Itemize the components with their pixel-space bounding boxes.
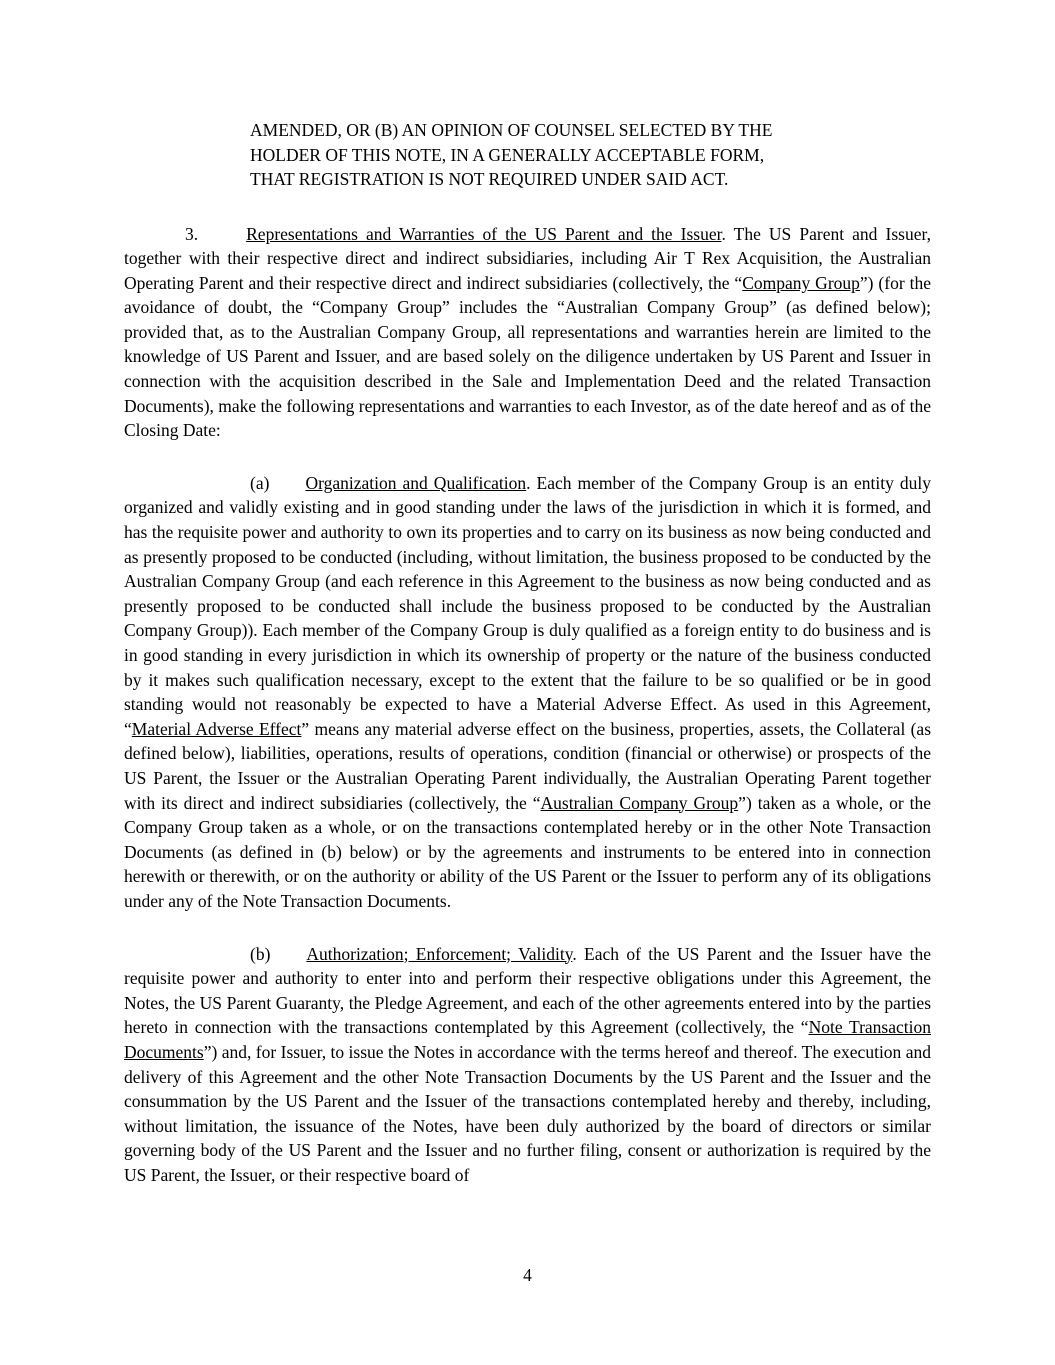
defined-term-australian-company-group: Australian Company Group: [540, 792, 739, 813]
page-number: 4: [523, 1265, 532, 1285]
defined-term-company-group: Company Group: [742, 272, 860, 293]
text-run: ”) taken as a whole, or the Company Group taken as a whole, or on the transactions contemplated hereby or in the other Note Transaction Documents (as defined in (b) below) or by the agreements and instruments to be entered into in connection herewith or therewith, or on the authority or ability of the US Parent or the Issuer to perform any of its obligations under any of the Note Transaction Documents.: [124, 792, 932, 911]
securities-legend: [250, 118, 891, 192]
text-run: ”) (for the avoidance of doubt, the “Company Group” includes the “Australian Company Group” (as defined below); provided that, as to the Australian Company Group, all representations and warranties herein are limited to the knowledge of US Parent and Issuer, and are based solely on the diligence undertaken by US Parent and Issuer in connection with the acquisition described in the Sale and Implementation Deed and the related Transaction Documents), make the following representations and warranties to each Investor, as of the date hereof and as of the Closing Date:: [124, 272, 931, 441]
tab-spacer: [270, 959, 306, 960]
defined-term-note-transaction-documents: Note Transaction Documents: [124, 1017, 931, 1062]
first-line-indent: [124, 959, 250, 960]
text-run: . Each member of the Company Group is an entity duly organized and validly existing and in good standing under the laws of the jurisdiction in which it is formed, and has the requisite power and authority to own its properties and to carry on its business as now being conducted and as presently proposed to be conducted (including, without limitation, the business proposed to be conducted by the Australian Company Group (and each reference in this Agreement to the business as now being conducted and as presently proposed to be conducted shall include the business proposed to be conducted by the Australian Company Group)). Each member of the Company Group is duly qualified as a foreign entity to do business and is in good standing in every jurisdiction in which its ownership of property or the nature of the business conducted by it makes such qualification necessary, except to the extent that the failure to be so qualified or be in good standing would not reasonably be expected to have a Material Adverse Effect. As used in this Agreement, “: [124, 472, 931, 739]
section-heading: Representations and Warranties of the US Parent and the Issuer: [246, 223, 722, 244]
clause-a-heading: Organization and Qualification: [305, 472, 527, 493]
clause-b-label: (b): [250, 943, 271, 964]
legend-line-3: THAT REGISTRATION IS NOT REQUIRED UNDER SAID ACT.: [250, 169, 729, 189]
tab-spacer: [198, 239, 246, 240]
legend-line-2: HOLDER OF THIS NOTE, IN A GENERALLY ACCEPTABLE FORM,: [250, 144, 765, 165]
text-run: . The US Parent and Issuer, together with their respective direct and indirect subsidiaries, including Air T Rex Acquisition, the Australian Operating Parent and their respective direct and indirect subsidiaries (collectively, the “: [124, 223, 931, 293]
clause-a-label: (a): [250, 472, 270, 493]
legend-line-1: AMENDED, OR (B) AN OPINION OF COUNSEL SELECTED BY THE: [250, 120, 773, 140]
first-line-indent: [124, 488, 250, 489]
section-number: 3.: [185, 223, 199, 244]
clause-b-paragraph: [124, 942, 931, 1188]
text-run: . Each of the US Parent and the Issuer have the requisite power and authority to enter into and perform their respective obligations under this Agreement, the Notes, the US Parent Guaranty, the Pledge Agreement, and each of the other agreements entered into by the parties hereto in connection with the transactions contemplated by this Agreement (collectively, the “: [124, 943, 931, 1038]
section-3-paragraph: [124, 222, 931, 443]
text-run: ” means any material adverse effect on the business, properties, assets, the Collateral (as defined below), liabilities, operations, results of operations, condition (financial or otherwise) or prospects of the US Parent, the Issuer or the Australian Operating Parent individually, the Australian Operating Parent together with its direct and indirect subsidiaries (collectively, the “: [124, 718, 932, 813]
defined-term-material-adverse-effect: Material Adverse Effect: [131, 718, 302, 739]
first-line-indent: [124, 239, 185, 240]
text-run: ”) and, for Issuer, to issue the Notes in accordance with the terms hereof and thereof. The execution and delivery of this Agreement and the other Note Transaction Documents by the US Parent and the Issuer and the consummation by the US Parent and the Issuer of the transactions contemplated hereby and thereby, including, without limitation, the issuance of the Notes, have been duly authorized by the board of directors or similar governing body of the US Parent and the Issuer and no further filing, consent or authorization is required by the US Parent, the Issuer, or their respective board of: [124, 1041, 931, 1185]
clause-b-heading: Authorization; Enforcement; Validity: [306, 943, 573, 964]
clause-a-paragraph: [124, 471, 931, 914]
tab-spacer: [269, 488, 305, 489]
